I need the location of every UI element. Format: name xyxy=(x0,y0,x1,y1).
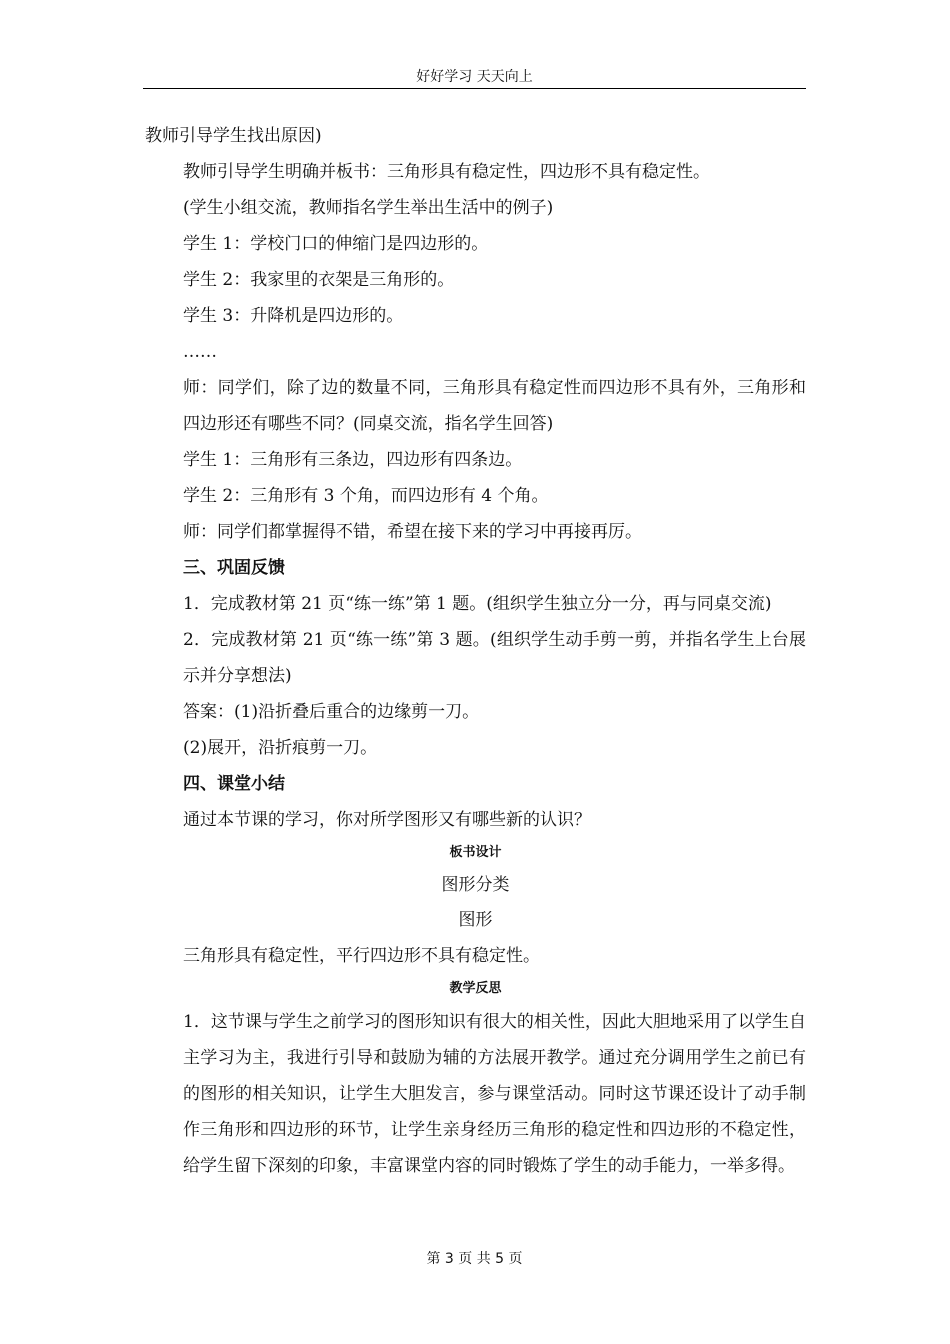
paragraph-answer-2: 学生 2：三角形有 3 个角，而四边形有 4 个角。 xyxy=(183,486,549,506)
paragraph-answer-1: 学生 1：三角形有三条边，四边形有四条边。 xyxy=(183,450,523,470)
paragraph-student-1: 学生 1：学校门口的伸缩门是四边形的。 xyxy=(183,234,489,254)
page-footer: 第 3 页 共 5 页 xyxy=(426,1251,523,1267)
paragraph-exercise-1: 1．完成教材第 21 页“练一练”第 1 题。(组织学生独立分一分，再与同桌交流) xyxy=(183,594,772,614)
paragraph-student-3: 学生 3：升降机是四边形的。 xyxy=(183,306,404,326)
page-header: 好好学习 天天向上 xyxy=(416,69,533,85)
paragraph-reflection: 1．这节课与学生之前学习的图形知识有很大的相关性，因此大胆地采用了以学生自主学习为主，我进行引导和鼓励为辅的方法展开教学。通过充分调用学生之前已有的图形的相关知识，让学生大胆发言，参与课堂活动。同时这节课还设计了动手制作三角形和四边形的环节，让学生亲身经历三角形的稳定性和四边形的不稳定性，给学生留下深刻的印象，丰富课堂内容的同时锻炼了学生的动手能力，一举多得。 xyxy=(183,1012,806,1176)
board-design-title: 板书设计 xyxy=(449,845,502,860)
section-heading-summary: 四、课堂小结 xyxy=(183,774,285,794)
section-heading-feedback: 三、巩固反馈 xyxy=(183,558,285,578)
paragraph-teacher-praise: 师：同学们都掌握得不错，希望在接下来的学习中再接再厉。 xyxy=(183,522,642,542)
paragraph-answer-cut-1: 答案：(1)沿折叠后重合的边缘剪一刀。 xyxy=(183,702,480,722)
paragraph-group-exchange: (学生小组交流，教师指名学生举出生活中的例子) xyxy=(183,198,554,218)
paragraph-exercise-3: 2．完成教材第 21 页“练一练”第 3 题。(组织学生动手剪一剪，并指名学生上台展示并分享想法) xyxy=(183,630,806,686)
board-design-subheading: 图形 xyxy=(458,910,493,930)
paragraph-student-2: 学生 2：我家里的衣架是三角形的。 xyxy=(183,270,455,290)
document-body xyxy=(145,118,806,1184)
board-design-heading: 图形分类 xyxy=(441,875,510,895)
paragraph-teacher-question: 师：同学们，除了边的数量不同，三角形具有稳定性而四边形不具有外，三角形和四边形还有哪些不同？(同桌交流，指名学生回答) xyxy=(183,378,806,434)
paragraph-answer-cut-2: (2)展开，沿折痕剪一刀。 xyxy=(183,738,378,758)
header-divider xyxy=(143,88,806,89)
paragraph-cause: 教师引导学生找出原因) xyxy=(145,126,322,146)
reflection-title: 教学反思 xyxy=(449,981,502,996)
paragraph-summary-question: 通过本节课的学习，你对所学图形又有哪些新的认识？ xyxy=(183,810,591,830)
paragraph-ellipsis: …… xyxy=(183,342,217,362)
paragraph-board-note: 教师引导学生明确并板书：三角形具有稳定性，四边形不具有稳定性。 xyxy=(183,162,710,182)
board-design-statement: 三角形具有稳定性，平行四边形不具有稳定性。 xyxy=(183,946,540,966)
